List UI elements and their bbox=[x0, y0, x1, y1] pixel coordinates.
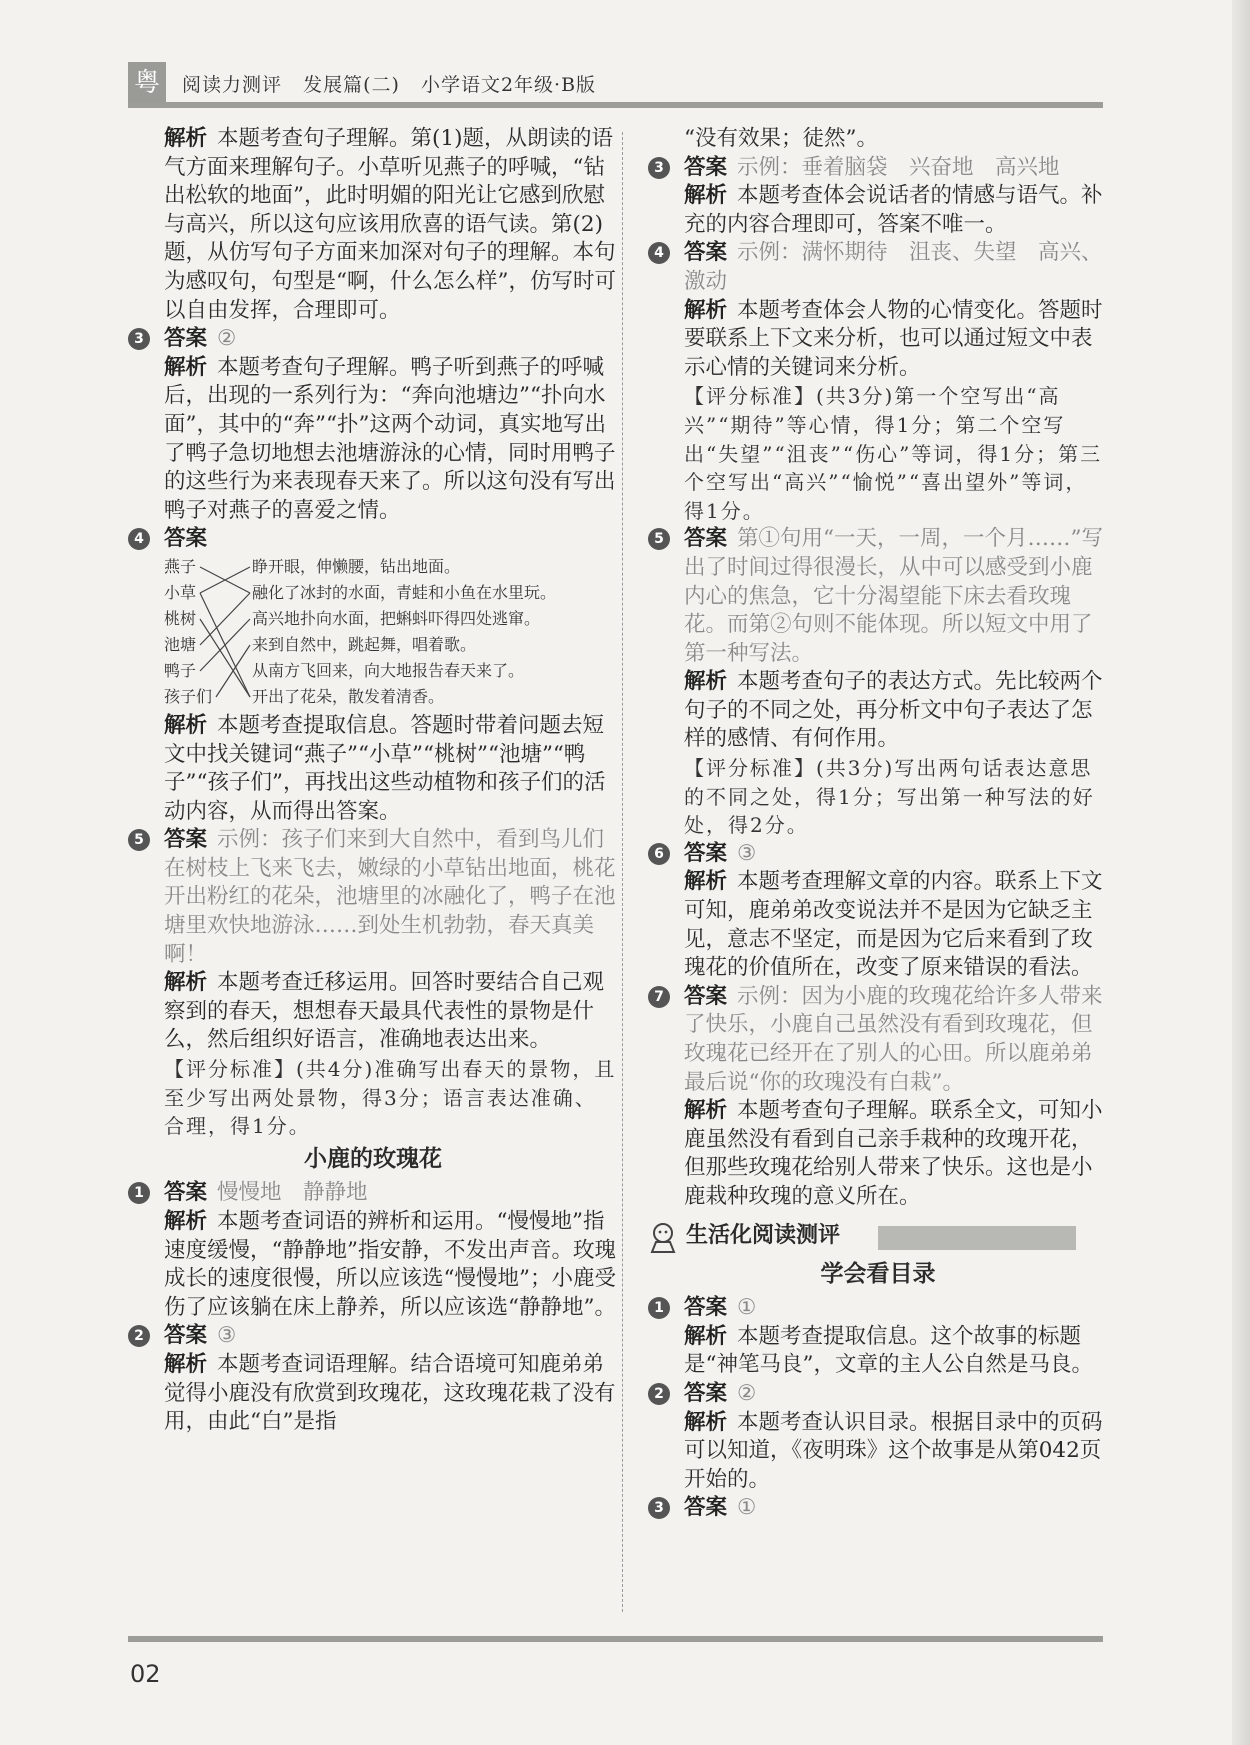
header-rule bbox=[128, 102, 1103, 108]
question-number: 1 bbox=[128, 1182, 150, 1204]
page-edge bbox=[1232, 0, 1250, 1745]
match-left-item: 桃树 bbox=[164, 608, 197, 628]
page-header bbox=[128, 62, 1103, 106]
story-question-2-analysis bbox=[128, 1351, 618, 1437]
match-right-item: 开出了花朵，散发着清香。 bbox=[252, 686, 445, 706]
analysis-text: 本题考查句子的表达方式。先比较两个句子的不同之处，再分析文中句子表达了怎样的感情、有何作用。 bbox=[684, 669, 1103, 752]
answer-label: 答案 bbox=[684, 526, 728, 552]
story-question-5 bbox=[648, 525, 1108, 668]
answer-text: 第①句用“一天，一周，一个月……”写出了时间过得很漫长，从中可以感受到小鹿内心的焦急，它十分渴望能下床去看玫瑰花。而第②句则不能体现。所以短文中用了第一种写法。 bbox=[684, 526, 1104, 666]
story-question-4 bbox=[648, 239, 1108, 296]
match-line bbox=[200, 593, 250, 645]
section-bar bbox=[878, 1226, 1076, 1250]
answer-text: ① bbox=[737, 1495, 757, 1521]
analysis-label: 解析 bbox=[684, 1323, 728, 1349]
story-question-1 bbox=[128, 1179, 618, 1208]
match-left-item: 池塘 bbox=[164, 634, 197, 654]
answer-text: ① bbox=[737, 1295, 757, 1321]
match-right-item: 从南方飞回来，向大地报告春天来了。 bbox=[252, 660, 525, 680]
analysis-text: 本题考查词语理解。结合语境可知鹿弟弟觉得小鹿没有欣赏到玫瑰花，这玫瑰花栽了没有用，由此“白”是指 bbox=[164, 1351, 616, 1435]
analysis-label: 解析 bbox=[164, 1209, 208, 1234]
question-number: 6 bbox=[648, 843, 670, 865]
section-title: 生活化阅读测评 bbox=[686, 1222, 841, 1248]
analysis-text: 本题考查认识目录。根据目录中的页码可以知道，《夜明珠》这个故事是从第042页开始的。 bbox=[684, 1409, 1103, 1492]
answer-label: 答案 bbox=[684, 983, 728, 1009]
story-title: 学会看目录 bbox=[820, 1260, 936, 1287]
book-title: 阅读力测评 bbox=[182, 74, 283, 96]
section-header bbox=[648, 1220, 1108, 1256]
story-question-3 bbox=[648, 154, 1108, 183]
analysis-label: 解析 bbox=[684, 297, 728, 323]
analysis-label: 解析 bbox=[164, 126, 208, 151]
analysis-text: 本题考查句子理解。鸭子听到燕子的呼喊后，出现的一系列行为：“奔向池塘边”“扑向水面”，其中的“奔”“扑”这两个动词，真实地写出了鸭子急切地想去池塘游泳的心情，同时用鸭子的这些行为来表现春天来了。所以这句没有写出鸭子对燕子的喜爱之情。 bbox=[164, 354, 616, 523]
scoring-standard: 【评分标准】(共3分)第一个空写出“高兴”“期待”等心情，得1分；第二个空写出“失望”“沮丧”“伤心”等词，得1分；第三个空写出“高兴”“愉悦”“喜出望外”等词，得1分。 bbox=[684, 384, 1103, 523]
book-grade: 小学语文2年级·B版 bbox=[420, 74, 597, 96]
question-number: 2 bbox=[128, 1325, 150, 1347]
answer-text: 示例：垂着脑袋 兴奋地 高兴地 bbox=[737, 154, 1060, 180]
question-number: 3 bbox=[648, 1497, 670, 1519]
question-4 bbox=[128, 525, 618, 554]
catalog-question-2-analysis bbox=[648, 1409, 1108, 1495]
question-number: 5 bbox=[128, 829, 150, 851]
analysis-text: 本题考查体会人物的心情变化。答题时要联系上下文来分析，也可以通过短文中表示心情的关键词来分析。 bbox=[684, 297, 1103, 380]
answer-label: 答案 bbox=[164, 326, 208, 352]
question-number: 2 bbox=[648, 1383, 670, 1405]
answer-label: 答案 bbox=[164, 1323, 208, 1349]
question-number: 7 bbox=[648, 986, 670, 1008]
analysis-text: 本题考查词语的辨析和运用。“慢慢地”指速度缓慢，“静静地”指安静，不发出声音。玫瑰成长的速度很慢，所以应该选“慢慢地”；小鹿受伤了应该躺在床上静养，所以应该选“静静地”。 bbox=[164, 1209, 616, 1320]
question-number: 3 bbox=[648, 157, 670, 179]
story-question-6-analysis bbox=[648, 868, 1108, 982]
analysis-text: 本题考查迁移运用。回答时要结合自己观察到的春天，想想春天最具代表性的景物是什么，然后组织好语言，准确地表达出来。 bbox=[164, 970, 605, 1053]
answer-label: 答案 bbox=[684, 1295, 728, 1321]
story-question-7 bbox=[648, 983, 1108, 1097]
question-4-analysis bbox=[128, 712, 618, 826]
answer-label: 答案 bbox=[164, 827, 208, 853]
answer-label: 答案 bbox=[684, 154, 728, 180]
footer-rule bbox=[128, 1636, 1103, 1642]
question-5 bbox=[128, 826, 618, 969]
analysis-label: 解析 bbox=[684, 869, 728, 895]
match-left-item: 小草 bbox=[164, 582, 197, 602]
question-number: 5 bbox=[648, 528, 670, 550]
match-left-item: 燕子 bbox=[164, 556, 197, 576]
catalog-question-1-analysis bbox=[648, 1323, 1108, 1380]
scoring-standard: 【评分标准】(共4分)准确写出春天的景物，且至少写出两处景物，得3分；语言表达准确、合理，得1分。 bbox=[164, 1057, 617, 1139]
catalog-question-2 bbox=[648, 1380, 1108, 1409]
column-divider bbox=[622, 132, 623, 1612]
book-part: 发展篇(二) bbox=[303, 74, 400, 96]
answer-label: 答案 bbox=[164, 1180, 208, 1206]
analysis-text: 本题考查句子理解。第(1)题，从朗读的语气方面来理解句子。小草听见燕子的呼喊，“钻出松软的地面”，此时明媚的阳光让它感到欣慰与高兴，所以这句应该用欣喜的语气读。第(2)题，从仿写句子方面来加深对句子的理解。本句为感叹句，句型是“啊，什么怎么样”，仿写时可以自由发挥，合理即可。 bbox=[164, 126, 616, 323]
answer-label: 答案 bbox=[684, 840, 728, 866]
answer-text: ③ bbox=[737, 840, 757, 866]
analysis-label: 解析 bbox=[684, 183, 728, 209]
analysis-text: 本题考查提取信息。答题时带着问题去短文中找关键词“燕子”“小草”“桃树”“池塘”“鸭子”“孩子们”，再找出这些动植物和孩子们的活动内容，从而得出答案。 bbox=[164, 712, 606, 824]
match-right-item: 睁开眼，伸懒腰，钻出地面。 bbox=[252, 556, 461, 576]
answer-label: 答案 bbox=[684, 240, 728, 266]
answer-text: 示例：因为小鹿的玫瑰花给许多人带来了快乐，小鹿自己虽然没有看到玫瑰花，但玫瑰花已经开在了别人的心田。所以鹿弟弟最后说“你的玫瑰没有白栽”。 bbox=[684, 983, 1103, 1095]
right-column bbox=[648, 125, 1108, 1523]
analysis-label: 解析 bbox=[684, 1098, 728, 1124]
question-3 bbox=[128, 325, 618, 354]
question-5-analysis bbox=[128, 969, 618, 1055]
answer-text: 示例：孩子们来到大自然中，看到鸟儿们在树枝上飞来飞去，嫩绿的小草钻出地面，桃花开出粉红的花朵，池塘里的冰融化了，鸭子在池塘里欢快地游泳……到处生机勃勃，春天真美啊！ bbox=[164, 827, 616, 967]
analysis-text: 本题考查句子理解。联系全文，可知小鹿虽然没有看到自己亲手栽种的玫瑰开花，但那些玫瑰花给别人带来了快乐。这也是小鹿栽种玫瑰的意义所在。 bbox=[684, 1098, 1103, 1209]
match-line bbox=[200, 619, 250, 671]
question-number: 1 bbox=[648, 1297, 670, 1319]
story-question-2 bbox=[128, 1322, 618, 1351]
answer-text: 示例：满怀期待 沮丧、失望 高兴、激动 bbox=[684, 240, 1103, 294]
analysis-label: 解析 bbox=[684, 669, 728, 695]
header-text bbox=[182, 70, 610, 97]
match-right-item: 高兴地扑向水面，把蝌蚪吓得四处逃窜。 bbox=[252, 608, 541, 628]
answer-text: ③ bbox=[217, 1323, 237, 1349]
question-3-analysis bbox=[128, 354, 618, 526]
analysis-text: 本题考查理解文章的内容。联系上下文可知，鹿弟弟改变说法并不是因为它缺乏主见，意志不坚定，而是因为它后来看到了玫瑰花的价值所在，改变了原来错误的看法。 bbox=[684, 869, 1103, 981]
story-question-1-analysis bbox=[128, 1208, 618, 1322]
story-question-6 bbox=[648, 840, 1108, 869]
story-title: 小鹿的玫瑰花 bbox=[304, 1145, 442, 1172]
analysis-text: 本题考查体会说话者的情感与语气。补充的内容合理即可，答案不唯一。 bbox=[684, 183, 1103, 237]
match-right-item: 来到自然中，跳起舞，唱着歌。 bbox=[252, 634, 477, 654]
analysis-label: 解析 bbox=[164, 970, 208, 996]
question-number: 4 bbox=[648, 242, 670, 264]
answer-label: 答案 bbox=[164, 526, 208, 552]
story-question-3-analysis bbox=[648, 182, 1108, 239]
answer-text: 慢慢地 静静地 bbox=[217, 1180, 368, 1206]
question-number: 3 bbox=[128, 328, 150, 350]
analysis-label: 解析 bbox=[164, 354, 208, 380]
continued-text: “没有效果；徒然”。 bbox=[684, 126, 878, 151]
match-left-item: 孩子们 bbox=[164, 686, 213, 706]
page-number: 02 bbox=[130, 1660, 161, 1688]
catalog-question-3 bbox=[648, 1494, 1108, 1523]
left-column bbox=[128, 125, 618, 1437]
analysis-label: 解析 bbox=[164, 712, 208, 738]
story-question-5-analysis bbox=[648, 668, 1108, 754]
matching-diagram bbox=[164, 554, 618, 712]
scoring-standard: 【评分标准】(共3分)写出两句话表达意思的不同之处，得1分；写出第一种写法的好处，得2分。 bbox=[684, 756, 1095, 838]
analysis-label: 解析 bbox=[164, 1351, 208, 1377]
answer-label: 答案 bbox=[684, 1380, 728, 1406]
intro-analysis bbox=[128, 125, 618, 325]
match-left-item: 鸭子 bbox=[164, 660, 197, 680]
answer-text: ② bbox=[737, 1380, 757, 1406]
answer-text: ② bbox=[217, 326, 237, 352]
analysis-label: 解析 bbox=[684, 1409, 728, 1435]
analysis-text: 本题考查提取信息。这个故事的标题是“神笔马良”，文章的主人公自然是马良。 bbox=[684, 1323, 1093, 1378]
reader-icon bbox=[648, 1222, 678, 1254]
catalog-question-1 bbox=[648, 1294, 1108, 1323]
question-number: 4 bbox=[128, 528, 150, 550]
match-right-item: 融化了冰封的水面，青蛙和小鱼在水里玩。 bbox=[252, 582, 557, 602]
brand-logo: 粤 bbox=[128, 62, 166, 104]
answer-label: 答案 bbox=[684, 1495, 728, 1521]
story-question-4-analysis bbox=[648, 297, 1108, 383]
story-question-7-analysis bbox=[648, 1097, 1108, 1211]
